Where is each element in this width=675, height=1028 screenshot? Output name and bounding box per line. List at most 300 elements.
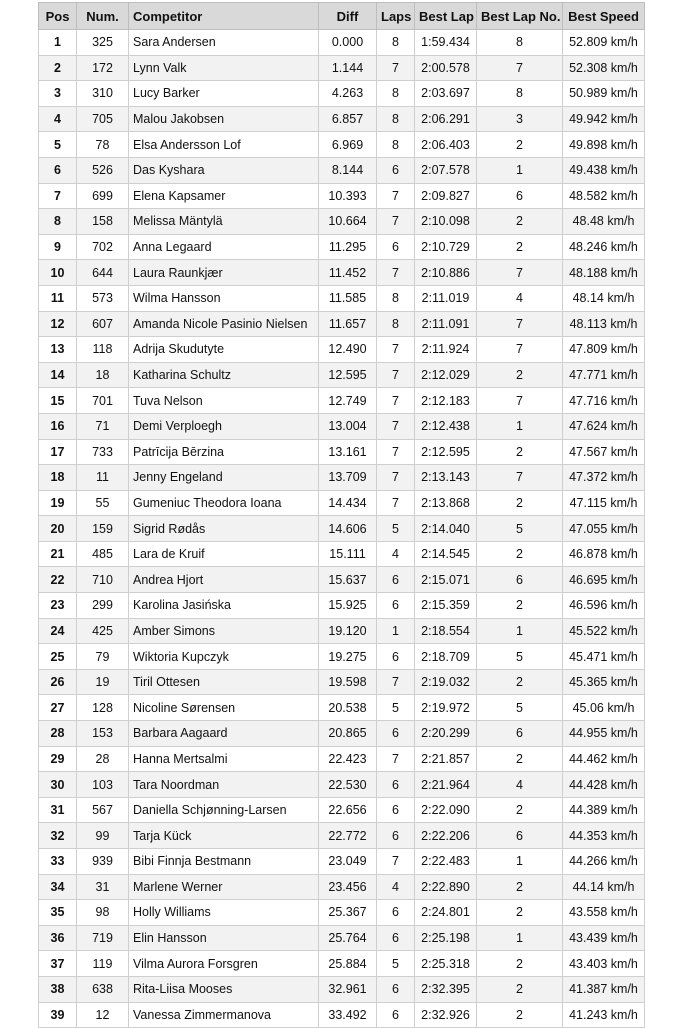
cell-pos: 22 (39, 567, 77, 593)
cell-best-lap-no: 7 (477, 55, 563, 81)
cell-best-lap-no: 2 (477, 900, 563, 926)
header-row (39, 3, 645, 30)
cell-diff: 13.709 (319, 465, 377, 491)
cell-best-speed: 52.308 km/h (563, 55, 645, 81)
cell-pos: 32 (39, 823, 77, 849)
cell-best-lap-no: 5 (477, 644, 563, 670)
cell-pos: 23 (39, 593, 77, 619)
cell-num: 71 (77, 413, 129, 439)
cell-best-speed: 48.582 km/h (563, 183, 645, 209)
cell-competitor: Gumeniuc Theodora Ioana (129, 490, 319, 516)
cell-best-lap: 2:06.403 (415, 132, 477, 158)
table-row (39, 183, 645, 209)
cell-num: 79 (77, 644, 129, 670)
cell-laps: 7 (377, 413, 415, 439)
table-row (39, 900, 645, 926)
cell-best-lap-no: 1 (477, 925, 563, 951)
cell-diff: 12.595 (319, 362, 377, 388)
cell-best-speed: 50.989 km/h (563, 81, 645, 107)
cell-best-speed: 48.14 km/h (563, 285, 645, 311)
cell-best-speed: 44.353 km/h (563, 823, 645, 849)
cell-best-speed: 47.055 km/h (563, 516, 645, 542)
cell-competitor: Wilma Hansson (129, 285, 319, 311)
cell-diff: 19.120 (319, 618, 377, 644)
cell-best-lap: 2:25.198 (415, 925, 477, 951)
cell-best-speed: 44.389 km/h (563, 797, 645, 823)
cell-best-lap-no: 6 (477, 567, 563, 593)
cell-diff: 22.772 (319, 823, 377, 849)
cell-pos: 19 (39, 490, 77, 516)
cell-best-lap: 2:06.291 (415, 106, 477, 132)
column-header-laps: Laps (377, 3, 415, 30)
cell-laps: 6 (377, 772, 415, 798)
cell-competitor: Hanna Mertsalmi (129, 746, 319, 772)
cell-pos: 21 (39, 541, 77, 567)
cell-num: 19 (77, 669, 129, 695)
cell-laps: 8 (377, 132, 415, 158)
cell-best-speed: 49.898 km/h (563, 132, 645, 158)
cell-pos: 2 (39, 55, 77, 81)
cell-best-speed: 46.695 km/h (563, 567, 645, 593)
cell-laps: 6 (377, 976, 415, 1002)
cell-num: 325 (77, 30, 129, 56)
cell-laps: 7 (377, 388, 415, 414)
cell-diff: 12.490 (319, 337, 377, 363)
cell-laps: 1 (377, 618, 415, 644)
cell-best-lap: 2:18.709 (415, 644, 477, 670)
cell-diff: 8.144 (319, 157, 377, 183)
cell-num: 702 (77, 234, 129, 260)
cell-best-speed: 45.365 km/h (563, 669, 645, 695)
cell-pos: 15 (39, 388, 77, 414)
cell-laps: 6 (377, 593, 415, 619)
cell-pos: 35 (39, 900, 77, 926)
cell-laps: 7 (377, 465, 415, 491)
cell-num: 28 (77, 746, 129, 772)
cell-competitor: Holly Williams (129, 900, 319, 926)
cell-diff: 14.606 (319, 516, 377, 542)
cell-best-lap-no: 2 (477, 234, 563, 260)
cell-best-lap: 2:00.578 (415, 55, 477, 81)
cell-laps: 6 (377, 1002, 415, 1028)
cell-competitor: Tarja Kück (129, 823, 319, 849)
table-row (39, 209, 645, 235)
cell-diff: 15.925 (319, 593, 377, 619)
cell-best-lap-no: 2 (477, 593, 563, 619)
cell-competitor: Demi Verploegh (129, 413, 319, 439)
cell-best-speed: 44.955 km/h (563, 721, 645, 747)
cell-competitor: Patrīcija Bērzina (129, 439, 319, 465)
table-row (39, 618, 645, 644)
table-row (39, 81, 645, 107)
cell-diff: 22.656 (319, 797, 377, 823)
cell-best-speed: 48.48 km/h (563, 209, 645, 235)
cell-laps: 7 (377, 209, 415, 235)
column-header-num: Num. (77, 3, 129, 30)
cell-laps: 5 (377, 516, 415, 542)
table-row (39, 516, 645, 542)
cell-num: 103 (77, 772, 129, 798)
cell-best-lap: 2:07.578 (415, 157, 477, 183)
cell-competitor: Karolina Jasińska (129, 593, 319, 619)
cell-diff: 11.295 (319, 234, 377, 260)
cell-num: 128 (77, 695, 129, 721)
cell-best-speed: 47.372 km/h (563, 465, 645, 491)
cell-num: 699 (77, 183, 129, 209)
cell-best-lap: 2:24.801 (415, 900, 477, 926)
cell-diff: 20.865 (319, 721, 377, 747)
cell-num: 710 (77, 567, 129, 593)
cell-diff: 20.538 (319, 695, 377, 721)
cell-pos: 29 (39, 746, 77, 772)
table-row (39, 593, 645, 619)
cell-best-lap: 2:19.972 (415, 695, 477, 721)
cell-laps: 8 (377, 81, 415, 107)
cell-best-lap-no: 7 (477, 388, 563, 414)
cell-best-speed: 44.266 km/h (563, 849, 645, 875)
cell-diff: 22.423 (319, 746, 377, 772)
cell-pos: 38 (39, 976, 77, 1002)
table-row (39, 644, 645, 670)
cell-num: 733 (77, 439, 129, 465)
cell-best-lap-no: 8 (477, 81, 563, 107)
cell-best-lap: 2:14.040 (415, 516, 477, 542)
cell-best-speed: 45.06 km/h (563, 695, 645, 721)
cell-num: 18 (77, 362, 129, 388)
cell-best-speed: 44.14 km/h (563, 874, 645, 900)
cell-best-speed: 47.624 km/h (563, 413, 645, 439)
results-table (38, 2, 645, 1028)
cell-num: 644 (77, 260, 129, 286)
cell-num: 939 (77, 849, 129, 875)
cell-competitor: Lucy Barker (129, 81, 319, 107)
cell-best-lap: 2:12.438 (415, 413, 477, 439)
cell-best-lap-no: 2 (477, 669, 563, 695)
cell-competitor: Rita-Liisa Mooses (129, 976, 319, 1002)
cell-laps: 8 (377, 285, 415, 311)
cell-best-lap-no: 1 (477, 849, 563, 875)
cell-num: 310 (77, 81, 129, 107)
table-row (39, 388, 645, 414)
cell-best-speed: 46.878 km/h (563, 541, 645, 567)
cell-num: 573 (77, 285, 129, 311)
table-row (39, 849, 645, 875)
cell-diff: 25.884 (319, 951, 377, 977)
cell-pos: 6 (39, 157, 77, 183)
cell-best-lap-no: 2 (477, 797, 563, 823)
cell-best-lap: 2:12.595 (415, 439, 477, 465)
cell-best-speed: 52.809 km/h (563, 30, 645, 56)
cell-best-lap: 2:32.395 (415, 976, 477, 1002)
cell-laps: 7 (377, 439, 415, 465)
cell-best-lap-no: 7 (477, 465, 563, 491)
cell-laps: 6 (377, 900, 415, 926)
results-table-container (38, 2, 644, 1028)
table-row (39, 132, 645, 158)
table-row (39, 55, 645, 81)
cell-best-lap-no: 2 (477, 746, 563, 772)
cell-num: 119 (77, 951, 129, 977)
cell-laps: 6 (377, 721, 415, 747)
cell-laps: 7 (377, 337, 415, 363)
cell-diff: 25.764 (319, 925, 377, 951)
cell-competitor: Amanda Nicole Pasinio Nielsen (129, 311, 319, 337)
cell-best-lap-no: 2 (477, 951, 563, 977)
cell-best-lap-no: 1 (477, 413, 563, 439)
cell-best-lap: 2:12.183 (415, 388, 477, 414)
cell-best-speed: 47.809 km/h (563, 337, 645, 363)
cell-pos: 11 (39, 285, 77, 311)
cell-num: 98 (77, 900, 129, 926)
table-row (39, 490, 645, 516)
cell-competitor: Tuva Nelson (129, 388, 319, 414)
cell-best-lap-no: 5 (477, 516, 563, 542)
cell-best-lap: 1:59.434 (415, 30, 477, 56)
table-row (39, 976, 645, 1002)
cell-best-lap: 2:21.964 (415, 772, 477, 798)
cell-laps: 7 (377, 183, 415, 209)
cell-pos: 27 (39, 695, 77, 721)
cell-best-lap-no: 1 (477, 618, 563, 644)
table-row (39, 234, 645, 260)
cell-laps: 6 (377, 234, 415, 260)
cell-best-lap-no: 2 (477, 874, 563, 900)
cell-best-lap: 2:15.359 (415, 593, 477, 619)
table-row (39, 797, 645, 823)
cell-pos: 14 (39, 362, 77, 388)
cell-num: 299 (77, 593, 129, 619)
cell-diff: 14.434 (319, 490, 377, 516)
cell-best-lap: 2:10.886 (415, 260, 477, 286)
cell-best-lap: 2:11.091 (415, 311, 477, 337)
cell-best-speed: 47.771 km/h (563, 362, 645, 388)
cell-best-lap-no: 2 (477, 541, 563, 567)
cell-best-lap-no: 2 (477, 439, 563, 465)
cell-diff: 10.664 (319, 209, 377, 235)
table-row (39, 465, 645, 491)
table-row (39, 669, 645, 695)
cell-best-lap-no: 4 (477, 772, 563, 798)
cell-best-speed: 47.567 km/h (563, 439, 645, 465)
cell-pos: 28 (39, 721, 77, 747)
cell-pos: 25 (39, 644, 77, 670)
cell-best-lap-no: 2 (477, 362, 563, 388)
cell-num: 425 (77, 618, 129, 644)
cell-diff: 12.749 (319, 388, 377, 414)
cell-best-lap: 2:10.729 (415, 234, 477, 260)
cell-best-lap: 2:13.143 (415, 465, 477, 491)
cell-competitor: Elsa Andersson Lof (129, 132, 319, 158)
cell-num: 159 (77, 516, 129, 542)
table-row (39, 823, 645, 849)
cell-diff: 23.049 (319, 849, 377, 875)
cell-best-speed: 46.596 km/h (563, 593, 645, 619)
table-row (39, 362, 645, 388)
cell-best-speed: 48.246 km/h (563, 234, 645, 260)
cell-pos: 17 (39, 439, 77, 465)
cell-best-lap: 2:22.090 (415, 797, 477, 823)
cell-num: 172 (77, 55, 129, 81)
cell-best-lap: 2:25.318 (415, 951, 477, 977)
cell-laps: 5 (377, 695, 415, 721)
cell-diff: 19.275 (319, 644, 377, 670)
table-row (39, 311, 645, 337)
cell-pos: 9 (39, 234, 77, 260)
cell-laps: 4 (377, 874, 415, 900)
cell-best-lap: 2:18.554 (415, 618, 477, 644)
cell-competitor: Anna Legaard (129, 234, 319, 260)
cell-pos: 8 (39, 209, 77, 235)
cell-competitor: Tiril Ottesen (129, 669, 319, 695)
cell-diff: 11.657 (319, 311, 377, 337)
table-row (39, 285, 645, 311)
cell-num: 31 (77, 874, 129, 900)
table-row (39, 567, 645, 593)
cell-diff: 11.452 (319, 260, 377, 286)
cell-best-speed: 44.428 km/h (563, 772, 645, 798)
cell-diff: 25.367 (319, 900, 377, 926)
cell-pos: 37 (39, 951, 77, 977)
cell-pos: 33 (39, 849, 77, 875)
table-row (39, 541, 645, 567)
cell-best-lap-no: 2 (477, 132, 563, 158)
cell-competitor: Adrija Skudutyte (129, 337, 319, 363)
column-header-best-lap: Best Lap (415, 3, 477, 30)
cell-best-speed: 49.438 km/h (563, 157, 645, 183)
cell-competitor: Vilma Aurora Forsgren (129, 951, 319, 977)
cell-competitor: Amber Simons (129, 618, 319, 644)
table-row (39, 260, 645, 286)
cell-best-speed: 43.403 km/h (563, 951, 645, 977)
cell-best-lap: 2:12.029 (415, 362, 477, 388)
results-body (39, 30, 645, 1028)
cell-pos: 26 (39, 669, 77, 695)
cell-best-lap: 2:15.071 (415, 567, 477, 593)
cell-pos: 34 (39, 874, 77, 900)
cell-competitor: Sigrid Rødås (129, 516, 319, 542)
cell-best-speed: 44.462 km/h (563, 746, 645, 772)
cell-competitor: Vanessa Zimmermanova (129, 1002, 319, 1028)
cell-competitor: Sara Andersen (129, 30, 319, 56)
cell-best-speed: 45.522 km/h (563, 618, 645, 644)
cell-num: 526 (77, 157, 129, 183)
cell-best-lap: 2:09.827 (415, 183, 477, 209)
cell-best-speed: 45.471 km/h (563, 644, 645, 670)
cell-diff: 6.857 (319, 106, 377, 132)
cell-best-lap-no: 5 (477, 695, 563, 721)
cell-laps: 8 (377, 311, 415, 337)
table-row (39, 413, 645, 439)
cell-num: 158 (77, 209, 129, 235)
cell-diff: 13.161 (319, 439, 377, 465)
cell-diff: 19.598 (319, 669, 377, 695)
cell-num: 11 (77, 465, 129, 491)
cell-best-speed: 41.387 km/h (563, 976, 645, 1002)
cell-best-lap-no: 4 (477, 285, 563, 311)
cell-diff: 10.393 (319, 183, 377, 209)
cell-laps: 6 (377, 644, 415, 670)
cell-best-lap-no: 7 (477, 311, 563, 337)
cell-competitor: Tara Noordman (129, 772, 319, 798)
cell-competitor: Laura Raunkjær (129, 260, 319, 286)
cell-competitor: Katharina Schultz (129, 362, 319, 388)
cell-best-lap-no: 2 (477, 1002, 563, 1028)
cell-competitor: Andrea Hjort (129, 567, 319, 593)
cell-best-lap: 2:21.857 (415, 746, 477, 772)
cell-diff: 22.530 (319, 772, 377, 798)
cell-competitor: Barbara Aagaard (129, 721, 319, 747)
cell-best-lap: 2:03.697 (415, 81, 477, 107)
cell-best-lap-no: 7 (477, 260, 563, 286)
cell-competitor: Nicoline Sørensen (129, 695, 319, 721)
cell-competitor: Melissa Mäntylä (129, 209, 319, 235)
column-header-pos: Pos (39, 3, 77, 30)
column-header-diff: Diff (319, 3, 377, 30)
cell-diff: 13.004 (319, 413, 377, 439)
cell-pos: 5 (39, 132, 77, 158)
cell-laps: 8 (377, 106, 415, 132)
cell-pos: 36 (39, 925, 77, 951)
cell-laps: 5 (377, 951, 415, 977)
table-row (39, 721, 645, 747)
cell-num: 78 (77, 132, 129, 158)
cell-pos: 20 (39, 516, 77, 542)
cell-best-speed: 47.115 km/h (563, 490, 645, 516)
cell-competitor: Jenny Engeland (129, 465, 319, 491)
cell-num: 719 (77, 925, 129, 951)
cell-laps: 6 (377, 567, 415, 593)
cell-best-lap: 2:22.483 (415, 849, 477, 875)
cell-best-lap: 2:20.299 (415, 721, 477, 747)
cell-laps: 6 (377, 797, 415, 823)
cell-best-lap: 2:19.032 (415, 669, 477, 695)
cell-laps: 7 (377, 669, 415, 695)
table-row (39, 772, 645, 798)
cell-best-speed: 43.558 km/h (563, 900, 645, 926)
table-row (39, 951, 645, 977)
cell-best-lap: 2:22.206 (415, 823, 477, 849)
cell-pos: 3 (39, 81, 77, 107)
cell-pos: 10 (39, 260, 77, 286)
cell-laps: 6 (377, 925, 415, 951)
table-row (39, 337, 645, 363)
cell-pos: 39 (39, 1002, 77, 1028)
cell-laps: 7 (377, 849, 415, 875)
cell-num: 638 (77, 976, 129, 1002)
cell-diff: 6.969 (319, 132, 377, 158)
cell-best-speed: 43.439 km/h (563, 925, 645, 951)
table-row (39, 439, 645, 465)
table-row (39, 106, 645, 132)
cell-diff: 1.144 (319, 55, 377, 81)
cell-competitor: Wiktoria Kupczyk (129, 644, 319, 670)
cell-best-lap-no: 2 (477, 209, 563, 235)
cell-competitor: Malou Jakobsen (129, 106, 319, 132)
cell-diff: 32.961 (319, 976, 377, 1002)
column-header-competitor: Competitor (129, 3, 319, 30)
cell-diff: 15.111 (319, 541, 377, 567)
cell-best-speed: 47.716 km/h (563, 388, 645, 414)
cell-best-lap-no: 6 (477, 721, 563, 747)
cell-best-lap-no: 8 (477, 30, 563, 56)
cell-num: 705 (77, 106, 129, 132)
cell-laps: 4 (377, 541, 415, 567)
cell-num: 607 (77, 311, 129, 337)
cell-diff: 11.585 (319, 285, 377, 311)
cell-pos: 7 (39, 183, 77, 209)
cell-competitor: Elena Kapsamer (129, 183, 319, 209)
cell-pos: 13 (39, 337, 77, 363)
